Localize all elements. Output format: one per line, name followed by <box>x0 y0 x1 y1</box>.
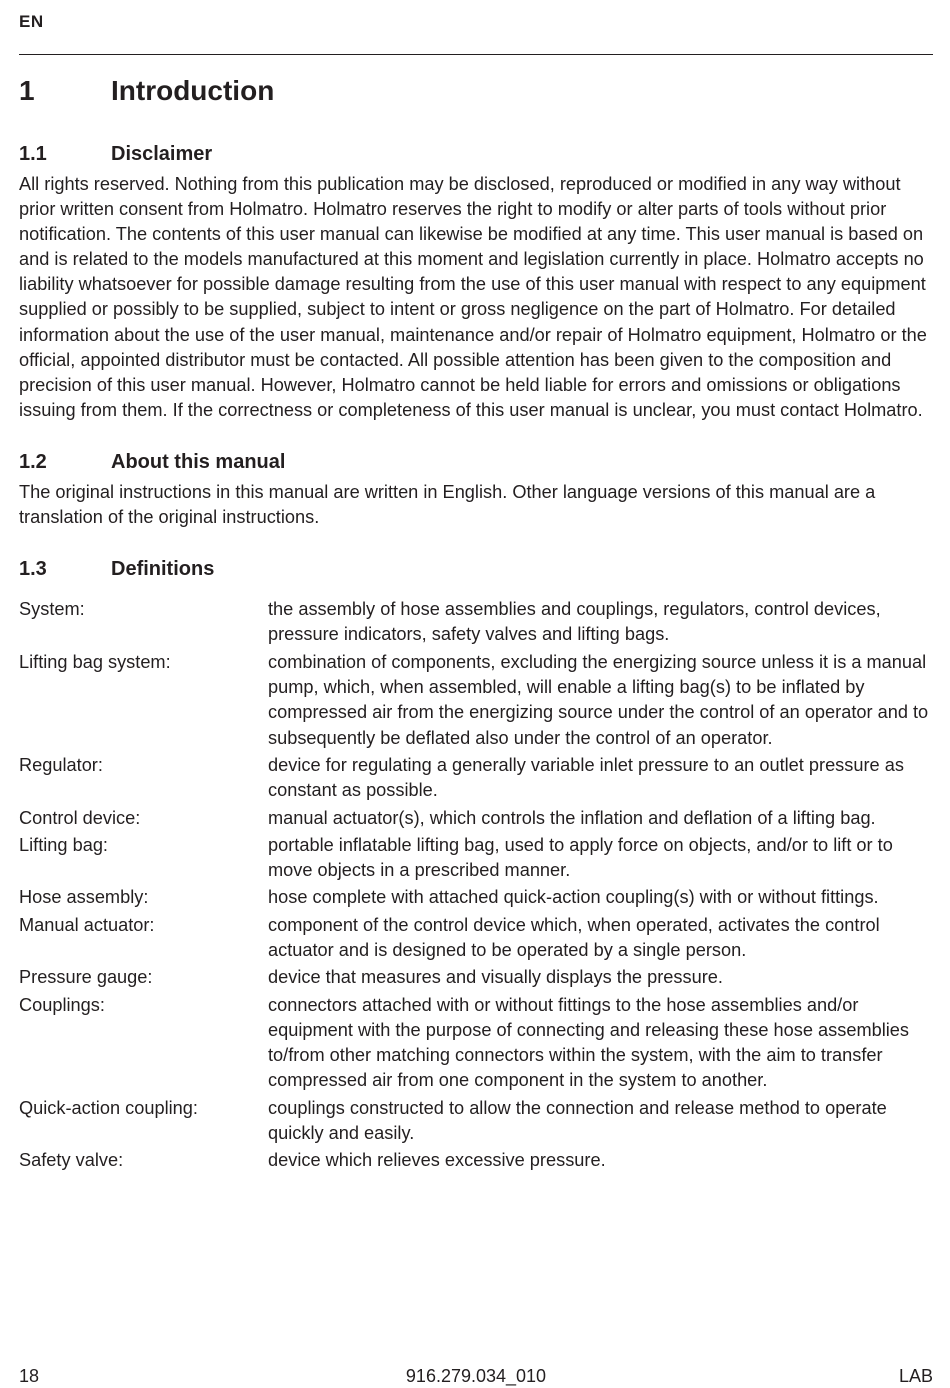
definition-description: component of the control device which, when operated, activates the control actuator and is designed to be operated by a single person. <box>268 914 880 960</box>
definition-description: hose complete with attached quick-action coupling(s) with or without fittings. <box>268 887 879 908</box>
definition-row <box>19 913 933 964</box>
section-heading-about <box>19 449 933 475</box>
definition-row <box>19 1148 933 1173</box>
document-code: 916.279.034_010 <box>405 1366 547 1386</box>
definitions-list <box>19 597 933 1174</box>
section-heading-disclaimer <box>19 141 933 167</box>
definition-description: portable inflatable lifting bag, used to apply force on objects, and/or to lift or to move objects in a prescribed manner. <box>268 834 893 881</box>
chapter-heading <box>19 74 933 108</box>
header-divider <box>19 54 933 55</box>
chapter-number: 1 <box>19 75 35 106</box>
definition-description: couplings constructed to allow the connection and release method to operate quickly and easily. <box>268 1097 887 1144</box>
definition-row <box>19 650 933 751</box>
definition-term: Quick-action coupling: <box>19 1097 198 1118</box>
product-tag: LAB <box>898 1366 933 1386</box>
definition-term: Control device: <box>19 807 141 828</box>
definition-description: manual actuator(s), which controls the inflation and deflation of a lifting bag. <box>268 807 876 828</box>
definition-row <box>19 965 933 990</box>
section-title: About this manual <box>111 450 286 473</box>
definition-term: Couplings: <box>19 994 105 1015</box>
definition-description: device for regulating a generally variable inlet pressure to an outlet pressure as constant as possible. <box>268 754 904 801</box>
section-number: 1.3 <box>19 558 47 581</box>
page-content <box>19 74 933 1176</box>
about-text: The original instructions in this manual are written in English. Other language versions of this manual are a translation of the original instructions. <box>19 481 876 528</box>
definition-row <box>19 885 933 910</box>
page-footer <box>19 1364 933 1388</box>
section-number: 1.1 <box>19 143 47 165</box>
chapter-title: Introduction <box>111 75 275 106</box>
section-title: Definitions <box>111 558 215 581</box>
definition-row <box>19 993 933 1094</box>
language-code: EN <box>19 12 44 31</box>
definition-term: Manual actuator: <box>19 914 155 935</box>
definition-term: Safety valve: <box>19 1150 124 1171</box>
definition-term: Lifting bag system: <box>19 651 171 672</box>
definition-description: the assembly of hose assemblies and couplings, regulators, control devices, pressure indicators, safety valves and lifting bags. <box>268 599 881 645</box>
definition-term: Hose assembly: <box>19 887 149 908</box>
definition-row <box>19 597 933 648</box>
definition-term: System: <box>19 599 85 620</box>
definition-description: device that measures and visually displays the pressure. <box>268 967 723 988</box>
definition-term: Lifting bag: <box>19 834 108 855</box>
page-number: 18 <box>19 1366 40 1386</box>
definition-row <box>19 1096 933 1147</box>
definition-term: Pressure gauge: <box>19 967 153 988</box>
definition-row <box>19 806 933 831</box>
definition-description: device which relieves excessive pressure. <box>268 1150 606 1171</box>
definition-row <box>19 833 933 884</box>
definition-row <box>19 753 933 804</box>
definition-term: Regulator: <box>19 754 103 775</box>
section-heading-definitions <box>19 556 933 582</box>
disclaimer-text: All rights reserved. Nothing from this publication may be disclosed, reproduced or modified in any way without prior written consent from Holmatro. Holmatro reserves the right to modify or alter parts of tools without prior notification. The contents of this user manual can likewise be modified at any time. This user manual is based on and is related to the models manufactured at this moment and legislation currently in place. Holmatro accepts no liability whatsoever for possible damage resulting from the use of this user manual with respect to any equipment supplied or possibly to be supplied, subject to intent or gross negligence on the part of Holmatro. For detailed information about the use of the user manual, maintenance and/or repair of Holmatro equipment, Holmatro or the official, appointed distributor must be contacted. All possible attention has been given to the composition and precision of this user manual. However, Holmatro cannot be held liable for errors and omissions or obligations issuing from them. If the correctness or completeness of this user manual is unclear, you must contact Holmatro. <box>19 174 927 420</box>
definition-description: combination of components, excluding the energizing source unless it is a manual pump, which, when assembled, will enable a lifting bag(s) to be inflated by compressed air from the energizing source under the control of an operator and to subsequently be deflated also under the control of an operator. <box>268 651 929 748</box>
section-number: 1.2 <box>19 450 47 473</box>
section-title: Disclaimer <box>111 143 213 165</box>
definition-description: connectors attached with or without fittings to the hose assemblies and/or equipment with the purpose of connecting and releasing these hose assemblies to/from other matching connectors within the system, with the aim to transfer compressed air from one component in the system to another. <box>268 994 910 1091</box>
